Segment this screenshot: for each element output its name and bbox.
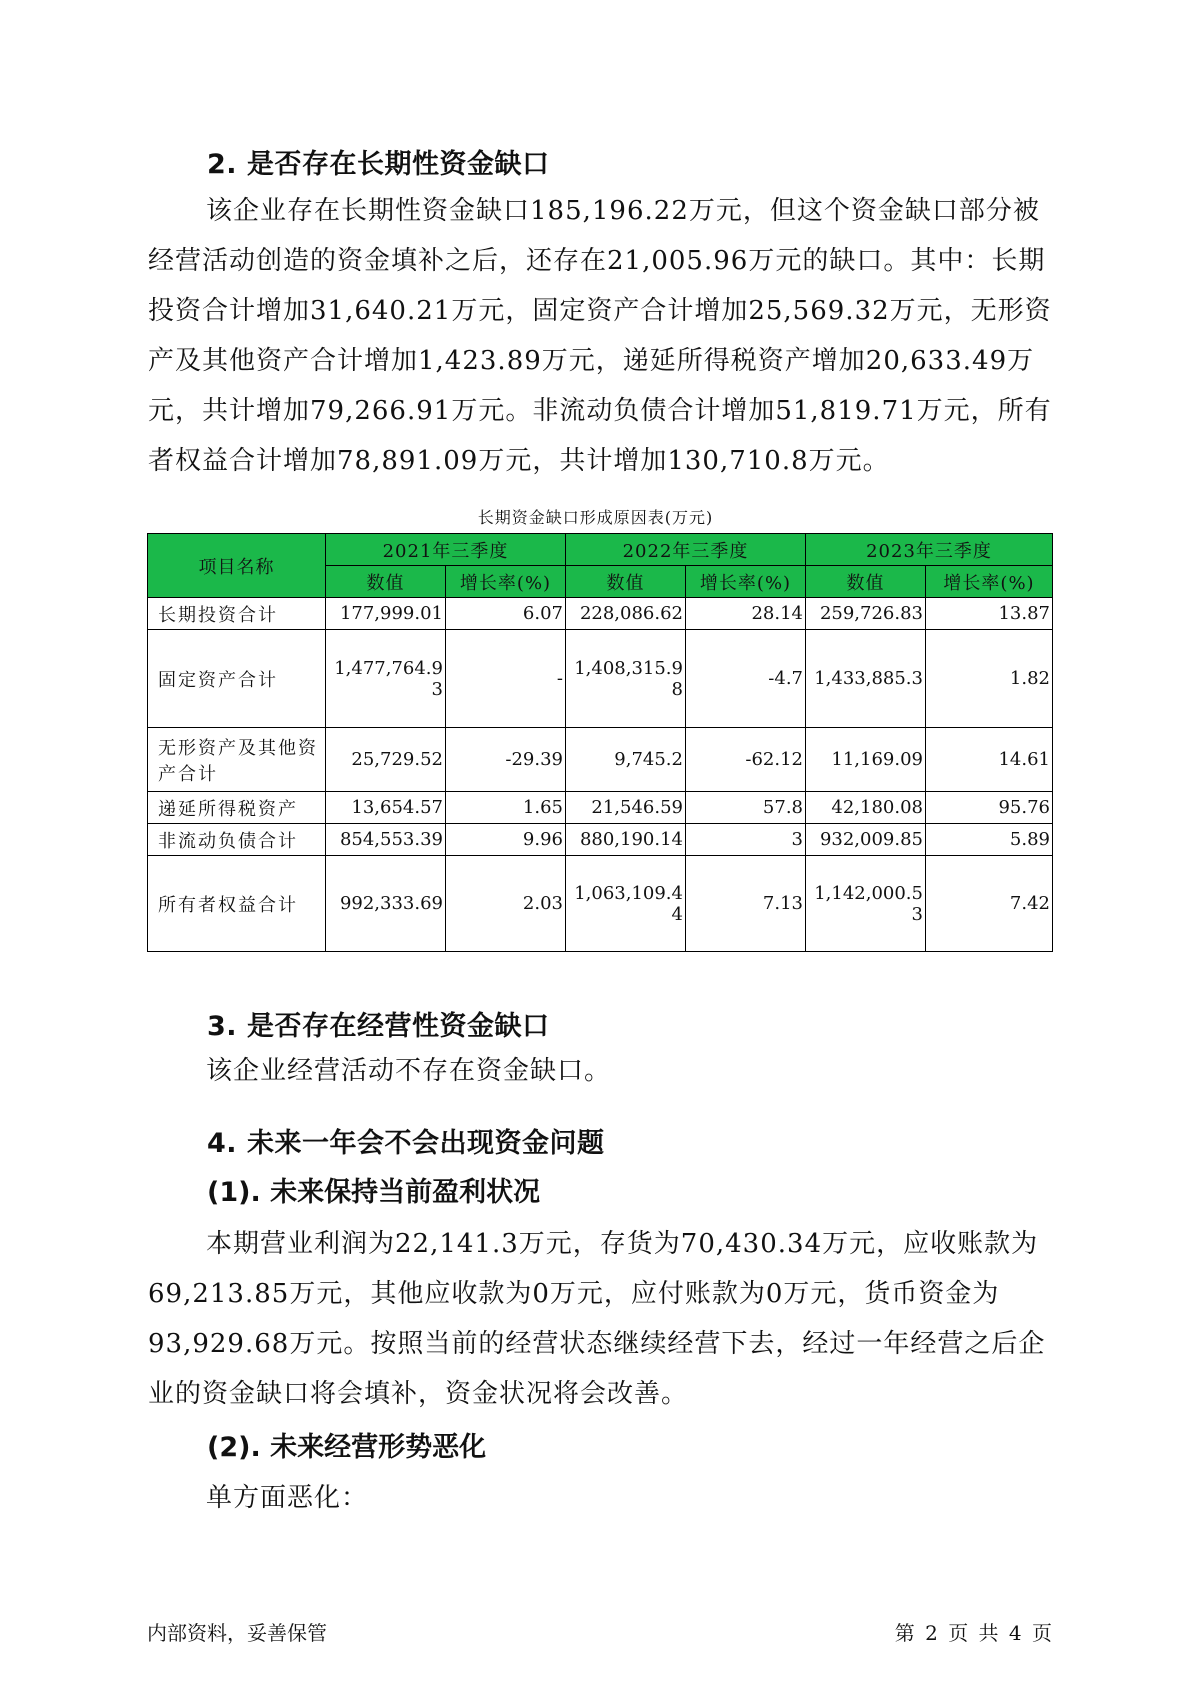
- table-row: [148, 824, 1053, 856]
- cell-growth: 3: [686, 824, 806, 856]
- row-name: 递延所得税资产: [148, 792, 326, 824]
- cell-value: 1,477,764.93: [326, 630, 446, 728]
- cell-value: 932,009.85: [806, 824, 926, 856]
- cell-value: 1,433,885.3: [806, 630, 926, 728]
- header-growth: 增长率(%): [446, 566, 566, 598]
- row-name: 长期投资合计: [148, 598, 326, 630]
- section-3-paragraph: 该企业经营活动不存在资金缺口。: [206, 1056, 612, 1086]
- cell-value: 992,333.69: [326, 856, 446, 952]
- cell-value: 21,546.59: [566, 792, 686, 824]
- table-row: [148, 630, 1053, 728]
- table-row: [148, 856, 1053, 952]
- cell-value: 177,999.01: [326, 598, 446, 630]
- subsection-1-paragraph-block: [148, 1219, 1054, 1419]
- cell-value: 25,729.52: [326, 728, 446, 792]
- cell-value: 9,745.2: [566, 728, 686, 792]
- subsection-1-heading: (1). 未来保持当前盈利状况: [207, 1177, 541, 1208]
- header-year-2022: 2022年三季度: [566, 534, 806, 566]
- cell-growth: 28.14: [686, 598, 806, 630]
- section-4-heading: 4. 未来一年会不会出现资金问题: [207, 1128, 605, 1159]
- cell-value: 854,553.39: [326, 824, 446, 856]
- footer-confidential-note: 内部资料，妥善保管: [147, 1621, 327, 1645]
- cell-growth: 1.82: [926, 630, 1053, 728]
- subsection-2-paragraph-block: [148, 1473, 1054, 1523]
- cell-growth: 14.61: [926, 728, 1053, 792]
- table-row: [148, 728, 1053, 792]
- cell-value: 1,408,315.98: [566, 630, 686, 728]
- header-growth: 增长率(%): [686, 566, 806, 598]
- section-3-paragraph-block: [148, 1046, 1054, 1096]
- cell-value: 42,180.08: [806, 792, 926, 824]
- header-growth: 增长率(%): [926, 566, 1053, 598]
- header-year-2023: 2023年三季度: [806, 534, 1053, 566]
- cell-growth: 7.42: [926, 856, 1053, 952]
- table-row: [148, 792, 1053, 824]
- cell-growth: 7.13: [686, 856, 806, 952]
- cell-growth: 5.89: [926, 824, 1053, 856]
- cell-value: 11,169.09: [806, 728, 926, 792]
- cell-value: 13,654.57: [326, 792, 446, 824]
- cell-growth: -4.7: [686, 630, 806, 728]
- cell-growth: -62.12: [686, 728, 806, 792]
- table-row: [148, 598, 1053, 630]
- subsection-1-paragraph: 本期营业利润为22,141.3万元，存货为70,430.34万元，应收账款为69,213.85万元，其他应收款为0万元，应付账款为0万元，货币资金为93,929.68万元。按照当前的经营状态继续经营下去，经过一年经营之后企业的资金缺口将会填补，资金状况将会改善。: [148, 1229, 1046, 1409]
- cell-growth: 13.87: [926, 598, 1053, 630]
- section-2-paragraph-block: [148, 186, 1054, 486]
- cell-value: 880,190.14: [566, 824, 686, 856]
- header-value: 数值: [566, 566, 686, 598]
- subsection-2-heading: (2). 未来经营形势恶化: [207, 1432, 487, 1463]
- cell-value: 228,086.62: [566, 598, 686, 630]
- cell-growth: 2.03: [446, 856, 566, 952]
- section-2-heading: 2. 是否存在长期性资金缺口: [207, 149, 550, 180]
- cell-growth: 1.65: [446, 792, 566, 824]
- cell-value: 1,142,000.53: [806, 856, 926, 952]
- section-3-heading: 3. 是否存在经营性资金缺口: [207, 1011, 550, 1042]
- long-term-gap-table: [147, 533, 1053, 952]
- footer-page-number: 第 2 页 共 4 页: [894, 1621, 1052, 1645]
- cell-value: 1,063,109.44: [566, 856, 686, 952]
- subsection-2-paragraph: 单方面恶化：: [206, 1483, 369, 1513]
- cell-growth: 6.07: [446, 598, 566, 630]
- row-name: 固定资产合计: [148, 630, 326, 728]
- cell-growth: -29.39: [446, 728, 566, 792]
- cell-growth: 95.76: [926, 792, 1053, 824]
- section-2-paragraph: 该企业存在长期性资金缺口185,196.22万元，但这个资金缺口部分被经营活动创造的资金填补之后，还存在21,005.96万元的缺口。其中：长期投资合计增加31,640.21万元，固定资产合计增加25,569.32万元，无形资产及其他资产合计增加1,423.89万元，递延所得税资产增加20,633.49万元，共计增加79,266.91万元。非流动负债合计增加51,819.71万元，所有者权益合计增加78,891.09万元，共计增加130,710.8万元。: [148, 196, 1052, 476]
- row-name: 非流动负债合计: [148, 824, 326, 856]
- header-item-name: 项目名称: [148, 534, 326, 598]
- row-name: 无形资产及其他资产合计: [148, 728, 326, 792]
- row-name: 所有者权益合计: [148, 856, 326, 952]
- header-value: 数值: [326, 566, 446, 598]
- cell-value: 259,726.83: [806, 598, 926, 630]
- table-caption: 长期资金缺口形成原因表(万元): [477, 508, 714, 527]
- cell-growth: 9.96: [446, 824, 566, 856]
- cell-growth: -: [446, 630, 566, 728]
- cell-growth: 57.8: [686, 792, 806, 824]
- header-year-2021: 2021年三季度: [326, 534, 566, 566]
- header-value: 数值: [806, 566, 926, 598]
